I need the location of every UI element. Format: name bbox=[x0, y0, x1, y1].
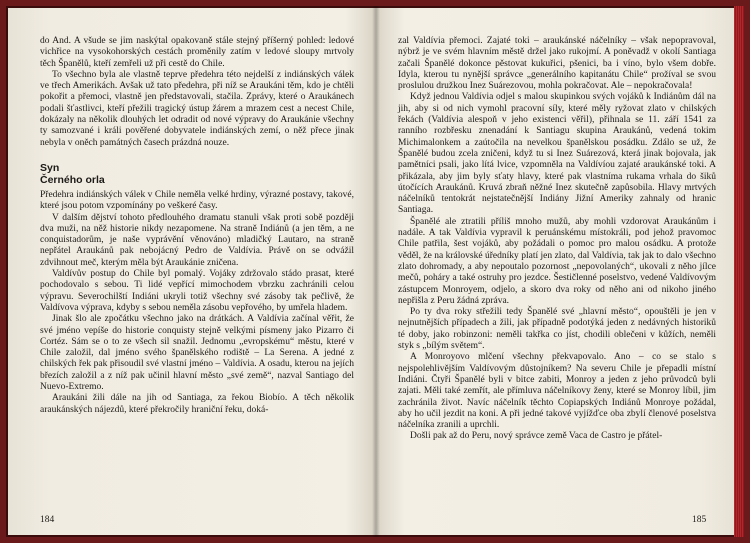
paragraph: A Monroyovo mlčení všechny překvapovalo. Ano – co se stalo s nejspolehlivějším Valdívovým důstojníkem? Na severu Chile je přepadli místní Indiáni. Čtyři Španělé byli v bitce zabiti, Monroy a jeden z jeho průvodců byli zajati. Měli také zemřít, ale přímluva náčelníkovy ženy, které se Monroy líbil, jim zachránila život. Navíc náčelník těchto Copiapských Indiánů Monroye požádal, aby ho učil jezdit na koni. A při jedné takové vyjížďce oba zbylí členové poselstva náčelníka zranili a uprchli. bbox=[398, 352, 716, 431]
paragraph: Po ty dva roky střežili tedy Španělé své „hlavní město“, opouštěli je jen v nejnutnějších případech a žili, jak případně podotýká jeden z nedávných historiků té doby, jako robinzoni: neměli takřka co jíst, chodili oblečeni v kůžích, neměli styk s „bílým světem“. bbox=[398, 307, 716, 352]
chapter-heading-line2: Černého orla bbox=[40, 173, 105, 186]
chapter-heading bbox=[40, 162, 354, 186]
paragraph: Jinak šlo ale zpočátku všechno jako na drátkách. A Valdívia začínal věřit, že své jméno vepíše do historie conquisty stejně velkými písmeny jako Pizarro či Cortéz. Sám se o to ze všech sil snažil. Jednomu „evropskému“ městu, které v Chile založil, dal jméno svého španělského rodiště – La Serena. A jedné z chilských řek pak přisoudil své vlastní jméno – Valdívia. A osadu, kterou na jejích březích založil a z níž pak učinil hlavní město „své země“, nazval Santiago del Nuevo-Extremo. bbox=[40, 314, 354, 393]
page-number-right: 185 bbox=[692, 515, 707, 525]
paragraph: Španělé ale ztratili příliš mnoho mužů, aby mohli vzdorovat Araukánům i nadále. A tak Valdívia vypravil k peruánskému místokráli, pod jehož pravomoc Chile patřila, šest vojáků, aby požádali o pomoc pro malou osádku. A protože věděl, že na královské úředníky platí jen zlato, dal Valdívia, tak jak to dalo všechno zlato dohromady, a aby nepoutalo pozornost „nepovolaných“, ukovali z něho jílce mečů, poháry a také ostruhy pro jezdce. Šestičlenné poselstvo, vedené Valdívovým zástupcem Monroyem, odjelo, a skoro dva roky od něho ani od nikoho jiného nepřišla z Peru žádná zpráva. bbox=[398, 216, 716, 306]
paragraph: V dalším dějství tohoto předlouhého dramatu stanuli však proti sobě později dva muži, na něž historie nikdy nezapomene. Na straně Indiánů (a jen těm, a ne conquistadorům, je naše vyprávění věnováno) mladičký Lautaro, na straně nepřátel Araukánů pak nebojácný Pedro de Valdívia. Právě on se odvážil zdvihnout meč, kterým měla být Araukánie zničena. bbox=[40, 212, 354, 268]
book-gutter bbox=[372, 6, 380, 537]
paragraph: Předehra indiánských válek v Chile neměla velké hrdiny, výrazné postavy, takové, které jsou potom vzpomínány po veškeré časy. bbox=[40, 189, 354, 212]
chapter-heading-line1: Syn bbox=[40, 161, 60, 174]
book-spread bbox=[6, 6, 744, 537]
left-page bbox=[40, 36, 354, 416]
paragraph: Došli pak až do Peru, nový správce země Vaca de Castro je přátel- bbox=[410, 431, 663, 442]
page-edges bbox=[734, 6, 744, 537]
paragraph: Valdívův postup do Chile byl pomalý. Vojáky zdržovalo stádo prasat, které pochodovalo s sebou. Ti lidé vepřící mimochodem vbrzku zachránili celou výpravu. Severochilští Indiáni ukryli totiž všechny své zásoby tak pečlivě, že Valdívova výprava, kdyby s sebou neměla zásobu vepřového, by umřela hladem. bbox=[40, 269, 354, 313]
paragraph: do And. A všude se jim naskýtal opakovaně stále stejný příšerný pohled: ledové vichřice na vysokohorských cestách proměnily zatím v ledové sloupy mrtvoly těch Španělů, kteří zemřeli už při cestě do Chile. bbox=[40, 36, 354, 69]
page-number-left: 184 bbox=[40, 515, 55, 525]
paragraph: zal Valdívia přemoci. Zajaté toki – araukánské náčelníky – však nepopravoval, nýbrž je ve svém hlavním městě držel jako rukojmí. A poněvadž v okolí Santiaga začali Španělé dokonce pěstovat kukuřici, pšenici, ba i víno, bylo všem dobře. Idyla, kterou tu nynější správce „generálního kapitanátu Chile“ prožíval se svou proslulou družkou Inez Suárezovou, mohla pokračovat. Ale – nepokračovala! bbox=[398, 36, 716, 92]
paragraph: Araukáni žili dále na jih od Santiaga, za řekou Biobío. A těch několik araukánských nájezdů, které překročily hraniční řeku, doká- bbox=[40, 393, 354, 415]
paragraph: To všechno byla ale vlastně teprve předehra této nejdelší z indiánských válek ve třech Amerikách. Avšak už tato předehra, při níž se Araukáni těm, kdo je chtěli pokořit a přemoci, vlastně jen představovali, stačila. Zprávy, které o Araukánech podali šťastlivci, kteří přežili tragický ústup žárem a mrazem cest a necest Chile, dokázaly na několik dlouhých let odradit od nové výpravy do Araukánie všechny ty samozvané i králi pověřené dobyvatele indiánských zemí, o něž přece jinak nebyla v oněch památných časech prázdná nouze. bbox=[40, 69, 354, 148]
right-page bbox=[398, 36, 716, 443]
paragraph: Když jednou Valdívia odjel s malou skupinkou svých vojáků k Indiánům dál na jih, aby si od nich vymohl pracovní síly, které měly ryžovat zlato v chilských řekách (Valdívia alespoň v jeho existenci věřil), přihnala se 11. září 1541 za ranního rozbřesku znenadání k Santiagu skupina Araukánů, vedená tokim Michimalonkem a zaútočila na nevelkou španělskou posádku. Zdálo se už, že Španělé budou zcela zničeni, když tu si Inez Suárezová, která jinak bojovala, jak pamětníci psali, jako lítá lvice, vzpomněla na Valdívíou zajaté araukánské toki. A přikázala, aby jim byly sťaty hlavy, které pak vlastníma rukama vrhala do šiků útočících Araukánů. Kruvá zbraň něžné Inez skutečně zapůsobila. Hlavy mrtvých náčelníků tentokrát nejstatečnější Indiány Jižní Ameriky zahnaly od hranic Santiaga. bbox=[398, 92, 716, 216]
